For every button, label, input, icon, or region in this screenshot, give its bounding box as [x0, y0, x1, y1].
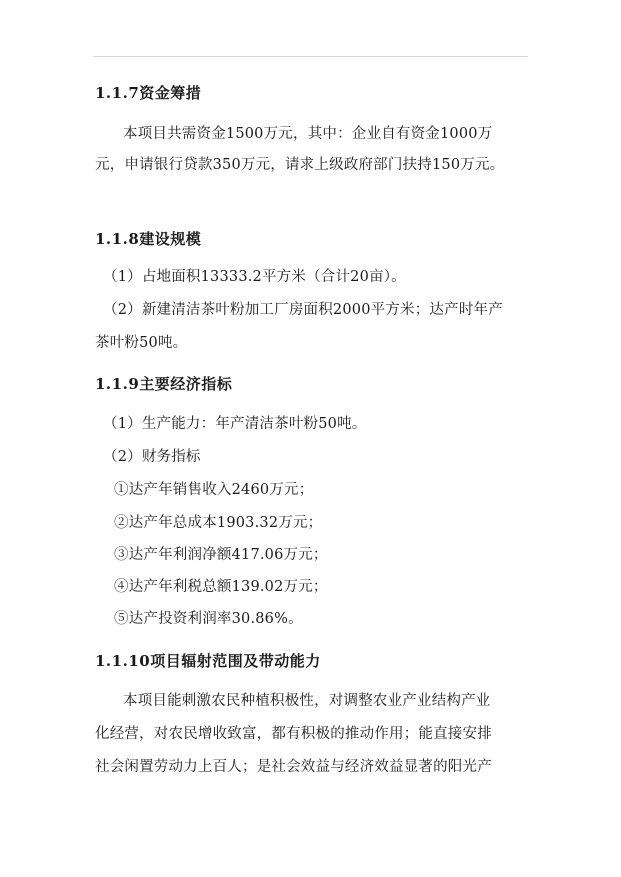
section-heading-radiation: 1.1.10项目辐射范围及带动能力 [95, 652, 321, 670]
paragraph-line: 社会闲置劳动力上百人；是社会效益与经济效益显著的阳光产 [95, 759, 492, 775]
paragraph-line: 本项目共需资金1500万元，其中：企业自有资金1000万 [123, 126, 493, 142]
paragraph-line: 化经营，对农民增收致富，都有积极的推动作用；能直接安排 [95, 726, 492, 742]
header-rule [93, 56, 528, 57]
list-item: （1）占地面积13333.2平方米（合计20亩）。 [103, 269, 406, 285]
section-heading-funding: 1.1.7资金筹措 [95, 84, 202, 102]
paragraph-line: 元，申请银行贷款350万元，请求上级政府部门扶持150万元。 [95, 157, 505, 173]
list-item: （2）新建清洁茶叶粉加工厂房面积2000平方米；达产时年产 [103, 302, 503, 318]
financial-indicator-item: ③达产年利润净额417.06万元； [114, 547, 328, 563]
financial-indicator-item: ②达产年总成本1903.32万元； [114, 515, 323, 531]
section-heading-scale: 1.1.8建设规模 [95, 230, 202, 248]
paragraph-line: 本项目能刺激农民种植积极性，对调整农业产业结构产业 [123, 693, 491, 709]
list-item: 茶叶粉50吨。 [95, 335, 188, 351]
list-item: （1）生产能力：年产清洁茶叶粉50吨。 [103, 416, 367, 432]
financial-indicator-item: ④达产年利税总额139.02万元； [114, 579, 328, 595]
section-heading-indicators: 1.1.9主要经济指标 [95, 375, 233, 393]
financial-indicator-item: ①达产年销售收入2460万元； [114, 482, 314, 498]
list-item: （2）财务指标 [103, 449, 201, 465]
financial-indicator-item: ⑤达产投资利润率30.86%。 [114, 611, 303, 627]
